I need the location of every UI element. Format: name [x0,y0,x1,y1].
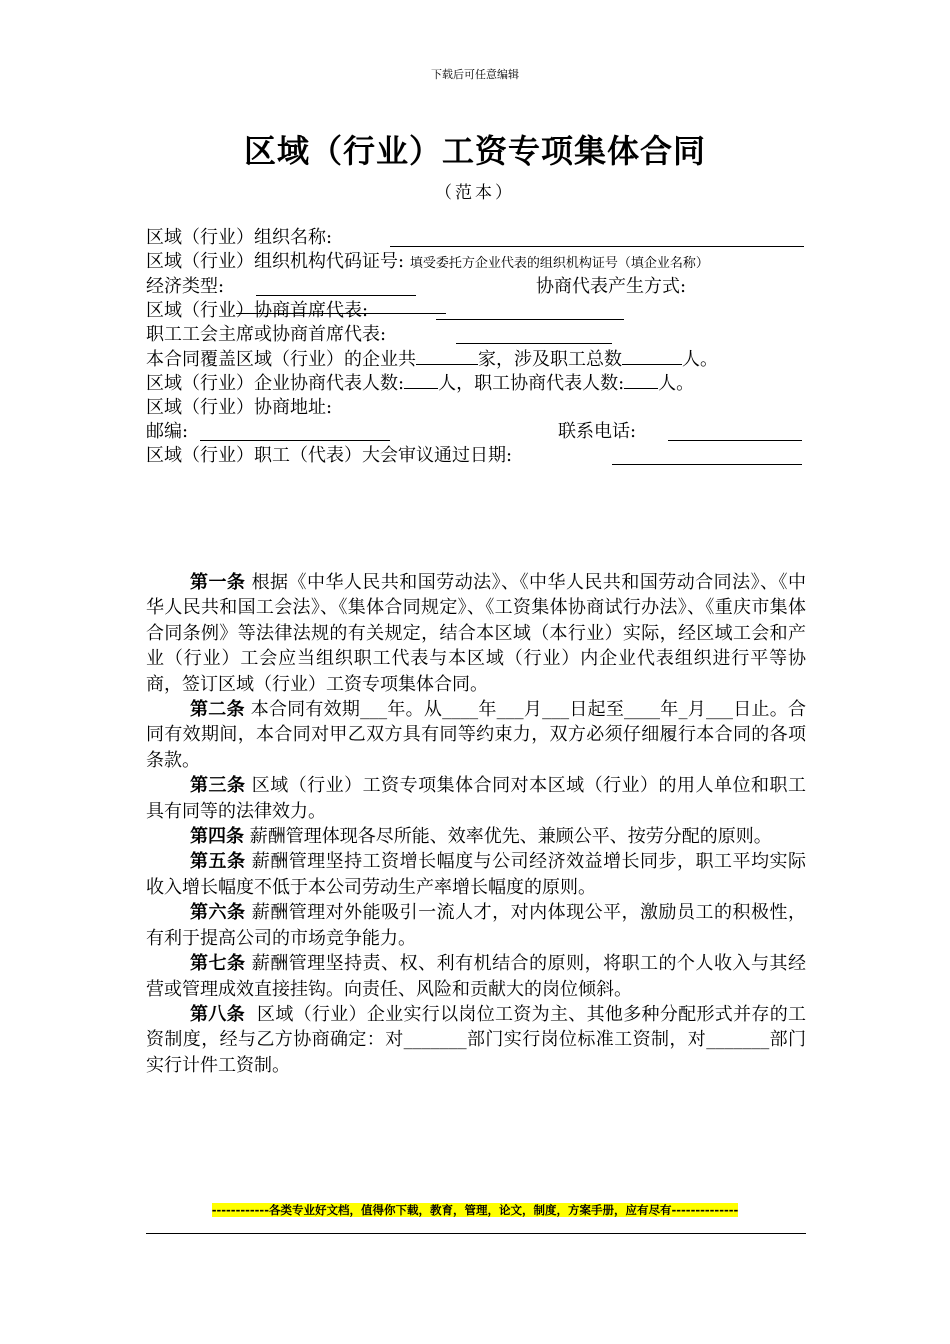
article-label: 第八条 [190,1003,245,1025]
postcode-label: 邮编: [146,421,189,442]
article-label: 第三条 [190,775,246,797]
article-label: 第二条 [190,699,245,721]
article-label: 第一条 [190,572,246,593]
chief-rep-row [146,299,806,323]
rep-counts-row [146,371,806,396]
article-text: 根据《中华人民共和国劳动法》、《中华人民共和国劳动合同法》、《中华人民共和国工会法》、《集体合同规定》、《工资集体协商试行办法》、《重庆市集体合同条例》等法律法规的有关规定，结合本区域（本行业）实际，经区域工会和产业（行业）工会应当组织职工代表与本区域（行业）内企业代表组织进行平等协商，签订区域（行业）工资专项集体合同。 [146,572,806,695]
approval-date-label: 区域（行业）职工（代表）大会审议通过日期: [146,445,513,466]
econ-type-field[interactable] [256,278,416,296]
union-rep-field[interactable] [456,326,612,344]
postcode-row [146,420,806,444]
enterprise-count-field[interactable] [416,347,478,365]
document-title: 区域（行业）工资专项集体合同 [243,132,706,170]
org-code-row [146,250,806,275]
article-text: 薪酬管理坚持工资增长幅度与公司经济效益增长同步，职工平均实际收入增长幅度不低于本公司劳动生产率增长幅度的原则。 [146,851,806,898]
article [146,951,806,1002]
article-label: 第四条 [190,826,244,848]
chief-rep-label: 区域（行业）协商首席代表: [146,300,369,321]
coverage-text-c: 人。 [682,349,718,370]
article-label: 第五条 [190,851,246,873]
coverage-text-a: 本合同覆盖区域（行业）的企业共 [146,349,416,370]
phone-field[interactable] [668,423,802,441]
econ-type-label: 经济类型: [146,276,225,297]
address-label: 区域（行业）协商地址: [146,397,333,418]
contract-info-form [146,226,806,468]
footer-divider [146,1233,806,1234]
org-name-field[interactable] [390,229,804,247]
article [146,900,806,951]
document-subtitle: （范本） [435,183,515,203]
article-text: 薪酬管理体现各尽所能、效率优先、兼顾公平、按劳分配的原则。 [249,826,772,848]
method-label: 协商代表产生方式: [536,276,687,297]
footer-ad-text: ------------各类专业好文档，值得你下载，教育，管理，论文，制度，方案手册，应有尽有-------------- [211,1203,739,1217]
article-label: 第六条 [190,902,246,924]
worker-rep-count-field[interactable] [624,371,658,389]
article-text: 薪酬管理对外能吸引一流人才，对内体现公平，激励员工的积极性，有利于提高公司的市场竞争能力。 [146,902,806,949]
article [146,1002,806,1078]
article [146,824,806,849]
rep-counts-text-a: 区域（行业）企业协商代表人数: [146,373,405,394]
article-text: 本合同有效期___年。从____年___月___日起至____年_月___日止。合同有效期间，本合同对甲乙双方具有同等约束力，双方必须仔细履行本合同的各项条款。 [146,699,806,771]
contract-articles [146,570,806,1078]
union-rep-label: 职工工会主席或协商首席代表: [146,324,387,345]
footer-ad-banner [180,1203,770,1217]
union-rep-row [146,323,806,347]
article-text: 区域（行业）工资专项集体合同对本区域（行业）的用人单位和职工具有同等的法律效力。 [146,775,806,822]
header-note: 下载后可任意编辑 [431,68,519,81]
address-row [146,396,806,420]
article [146,570,806,697]
article-label: 第七条 [190,953,246,975]
article-text: 薪酬管理坚持责、权、利有机结合的原则，将职工的个人收入与其经营或管理成效直接挂钩。向责任、风险和贡献大的岗位倾斜。 [146,953,806,1000]
article [146,773,806,824]
org-code-label: 区域（行业）组织机构代码证号: [146,251,405,272]
postcode-field[interactable] [200,423,390,441]
org-code-hint: 填受委托方企业代表的组织机构证号（填企业名称） [409,256,709,271]
enterprise-rep-count-field[interactable] [404,371,438,389]
chief-rep-field[interactable] [436,302,624,320]
article [146,697,806,773]
phone-label: 联系电话: [558,421,637,442]
coverage-text-b: 家，涉及职工总数 [478,349,622,370]
employee-count-field[interactable] [622,347,682,365]
org-name-label: 区域（行业）组织名称: [146,227,333,248]
article-text: 区域（行业）企业实行以岗位工资为主、其他多种分配形式并存的工资制度，经与乙方协商确定：对_______部门实行岗位标准工资制，对_______部门实行计件工资制。 [146,1003,807,1076]
approval-date-field[interactable] [612,447,802,465]
rep-counts-text-b: 人，职工协商代表人数: [438,373,625,394]
org-name-row [146,226,806,250]
approval-date-row [146,444,806,468]
article [146,849,806,900]
econ-type-row [146,275,806,299]
coverage-row [146,347,806,371]
rep-counts-text-c: 人。 [658,373,695,394]
